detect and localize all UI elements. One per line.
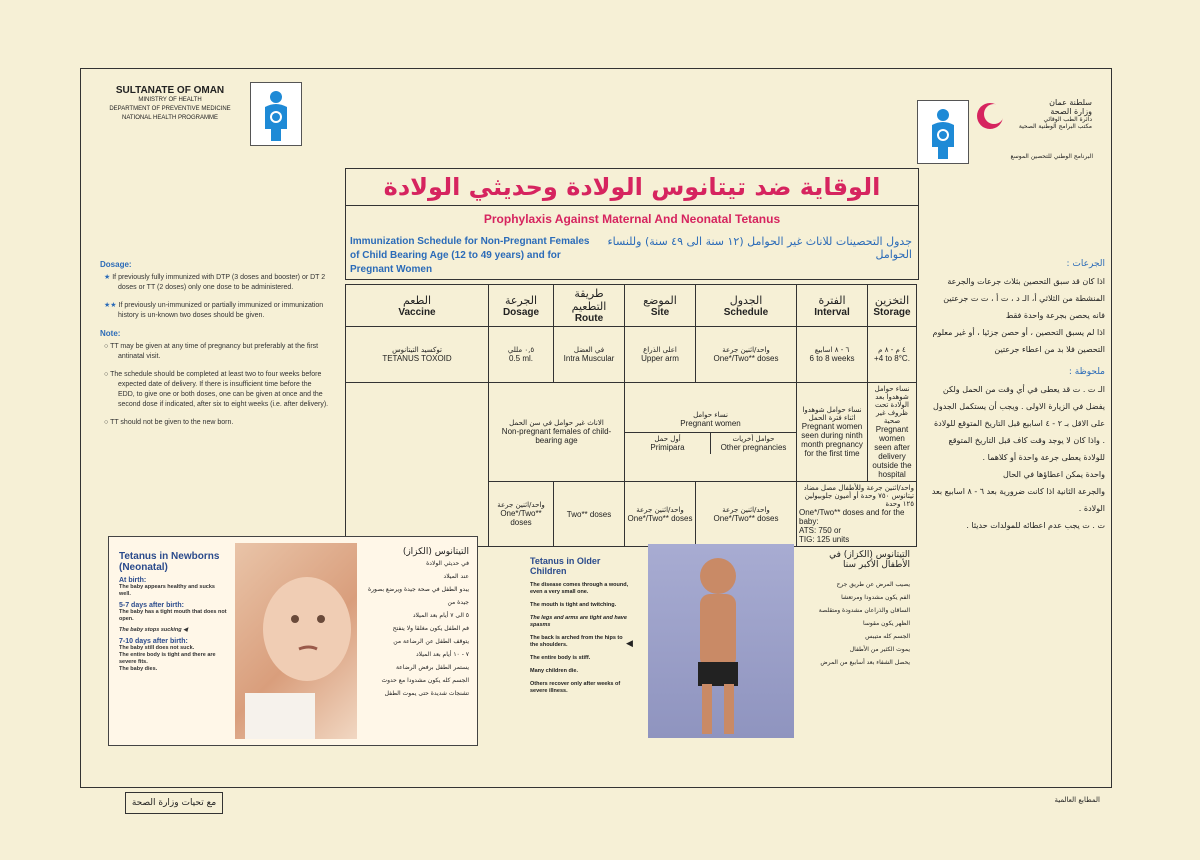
neonatal-arabic: [361, 547, 469, 700]
neonatal-ar-title: التيتانوس (الكزاز): [402, 547, 469, 557]
d710-label: 7-10 days after birth:: [119, 638, 188, 645]
header-right: [1000, 98, 1092, 130]
dosage-label: Dosage:: [100, 260, 132, 269]
table-row: [346, 383, 917, 482]
epi-ar: البرنامج الوطني للتحصين الموسع: [1010, 153, 1093, 160]
arrow-left-icon: ◀: [626, 638, 633, 648]
header-storage: التخزين Storage: [868, 285, 917, 327]
stops-sucking: The baby stops sucking ◀: [119, 627, 188, 633]
dosage-note-1: ★ If previously fully immunized with DTP (3 doses and booster) or DT 2 doses or TT (2 doses) only one dose to be administered.: [104, 274, 326, 291]
cell-non-pregnant: الاناث غير حوامل في سن الحمل Non-pregnant females of child-bearing age: [489, 383, 625, 482]
older-line: The legs and arms are tight and have spasms: [530, 615, 627, 628]
older-arabic: [806, 550, 910, 669]
neonatal-ar-line: يستمر الطفل برفض الرضاعة: [395, 664, 469, 671]
cell-ninth-month: نساء حوامل شوهدوا اثناء فترة الحمل Pregnant women seen during ninth month pregnancy for the first time: [797, 383, 868, 482]
schedule-table: [345, 284, 917, 547]
header-route: طريقة التطعيم Route: [554, 285, 625, 327]
sultanate-title: SULTANATE OF OMAN: [115, 85, 225, 96]
cell-dose-after: واحد/اثنين جرعة وللأطفال مصل مضاد تيتانوس ٧٥٠ وحدة أو أميون جلوبيولين ١٢٥ وحدة One*/Two** doses and for the baby: ATS: 750 or TIG: 125 units: [797, 482, 917, 547]
older-ar-line: الجسم كله متيبس: [865, 633, 910, 640]
older-child-photo: [648, 544, 794, 738]
mother-child-logo-icon: [250, 82, 302, 146]
cell-other-pregnancies: حوامل أخريات Other pregnancies: [720, 434, 787, 452]
cell-dose-ninth: واحد/اثنين جرعة One*/Two** doses: [696, 482, 797, 547]
cell-interval: ٦ - ٨ اسابيع 6 to 8 weeks: [797, 327, 868, 383]
older-ar-line: يموت الكثير من الأطفال: [849, 646, 910, 653]
neonatal-ar-sub: في حديثي الولادة: [426, 560, 469, 567]
title-arabic: الوقاية ضد تيتانوس الولادة وحديثي الولادة: [383, 173, 881, 201]
note-3: ○ TT should not be given to the new born.: [104, 419, 234, 426]
header-site: الموضع Site: [625, 285, 696, 327]
cell-primipara: أول حمل Primipara: [625, 433, 711, 454]
older-line: Many children die.: [530, 668, 578, 674]
note-ar-2: واحدة يمكن اعطاؤها في الحال: [1002, 470, 1105, 479]
cell-dose-primipara: Two** doses: [554, 482, 625, 547]
note-1: ○ TT may be given at any time of pregnancy but preferably at the first antinatal visit.: [104, 343, 319, 360]
table-header-row: [346, 285, 917, 327]
office-ar: مكتب البرامج الوطنية الصحية: [1018, 123, 1092, 130]
at-birth-label: At birth:: [119, 577, 147, 584]
header-left: [100, 85, 240, 123]
older-ar-line: الفم يكون مشدودا ومرتعشا: [841, 594, 910, 601]
department-ar: دائرة الطب الوقائي: [1043, 116, 1092, 123]
circle-bullet-icon: ○: [104, 343, 109, 350]
neonatal-ar-line: يتوقف الطفل عن الرضاعة من: [393, 638, 469, 645]
neonatal-ar-line: فم الطفل يكون مغلقا ولا ينفتح: [392, 625, 469, 632]
older-line: The disease comes through a wound, even a very small one.: [530, 582, 629, 595]
older-line: The mouth is tight and twitching.: [530, 602, 617, 608]
circle-bullet-icon: ○: [104, 371, 109, 378]
d57-text: The baby has a tight mouth that does not open.: [119, 609, 227, 622]
schedule-heading-en: Immunization Schedule for Non-Pregnant Females of Child Bearing Age (12 to 49 years) and for Pregnant Women: [350, 236, 590, 275]
cell-site: اعلى الذراع Upper arm: [625, 327, 696, 383]
circle-bullet-icon: ○: [104, 419, 109, 426]
note-ar-1: الـ ت . ت قد يعطى في أي وقت من الحمل ولكن يفضل في الزيارة الاولى . ويجب أن يستكمل الجدول على الاقل بـ ٢ - ٤ اسابيع قبل التاريخ المتوقع للولادة . واذا كان لا يوجد وقت كاف قبل التاريخ المتوقع للولادة يعطى جرعة واحدة أو كلاهما .: [933, 385, 1105, 462]
header-interval: الفترة Interval: [797, 285, 868, 327]
mother-child-logo-right-icon: [917, 100, 969, 164]
newborn-photo: [235, 543, 357, 739]
cell-storage: ٤ م - ٨ م +4 to 8°C.: [868, 327, 917, 383]
header-schedule: الجدول Schedule: [696, 285, 797, 327]
cell-pregnant: نساء حوامل Pregnant women أول حمل Primipara حوامل أخريات Other pregnancies: [625, 383, 797, 482]
d57-label: 5-7 days after birth:: [119, 602, 184, 609]
neonatal-title: Tetanus in Newborns (Neonatal): [119, 551, 220, 573]
older-ar-line: الساقان والذراعان مشدودة ومتقلصة: [818, 607, 910, 614]
dosage-ar-1: اذا كان قد سبق التحصين بثلاث جرعات والجرعة المنشطة من الثلاثي أ، الـ د ، ت أ ، ت ت جرعتين فانه يحصن بجرعة واحدة فقط: [943, 277, 1105, 320]
double-star-icon: ★★: [104, 302, 117, 309]
cell-dosage: ٠,٥ مللي 0.5 ml.: [489, 327, 554, 383]
note-label-ar: ملحوظة :: [1068, 367, 1105, 377]
older-text: [530, 556, 632, 695]
header-vaccine: الطعم Vaccine: [346, 285, 489, 327]
note-2: ○ The schedule should be completed at least two to four weeks before expected date of delivery. If there is insufficient time before the EDD, to give one or both doses, one can be given at once and the second dose if indicated, after six to eight weeks (i.e. after delivery).: [104, 371, 329, 408]
neonatal-ar-line: يبدو الطفل في صحة جيدة ويرضع بصورة جيدة من: [367, 586, 469, 606]
older-ar-line: يحصل الشفاء بعد أسابيع من المرض: [820, 659, 910, 666]
programme-line: NATIONAL HEALTH PROGRAMME: [122, 115, 218, 121]
cell-schedule: واحد/اثنين جرعة One*/Two** doses: [696, 327, 797, 383]
sultanate-ar: سلطنة عمان: [1049, 98, 1092, 107]
older-ar-line: الظهر يكون مقوسا: [862, 620, 910, 627]
dosage-note-2: ★★ If previously un-immunized or partially immunized or immunization history is un-known two doses should be given.: [104, 302, 324, 319]
older-title: Tetanus in Older Children: [530, 556, 601, 576]
neonatal-ar-line: ٧ - ١٠ أيام بعد الميلاد: [415, 651, 469, 658]
d710-text-1: The baby still does not suck.: [119, 645, 195, 651]
older-ar-title: التيتانوس (الكزاز) في الأطفال الأكبر سنا: [829, 550, 910, 570]
schedule-heading-ar: جدول التحصينات للاناث غير الحوامل (١٢ سنة الى ٤٩ سنة) وللنساء الحوامل: [607, 235, 912, 261]
older-line: The entire body is stiff.: [530, 655, 591, 661]
department-line: DEPARTMENT OF PREVENTIVE MEDICINE: [109, 106, 231, 112]
arrow-left-icon: ◀: [183, 627, 188, 633]
neonatal-ar-line: عند الميلاد: [443, 573, 469, 580]
older-line: The back is arched from the hips to the shoulders.: [530, 635, 623, 648]
title-english: Prophylaxis Against Maternal And Neonatal Tetanus: [346, 205, 918, 226]
older-line: Others recover only after weeks of severe illness.: [530, 681, 621, 694]
older-ar-line: يصيب المرض عن طريق جرح: [836, 581, 910, 588]
note-ar-4: ت . ت يجب عدم اعطائه للمولدات حديثا .: [966, 521, 1105, 530]
note-label: Note:: [100, 329, 121, 338]
ministry-line: MINISTRY OF HEALTH: [138, 97, 202, 103]
footer-ministry-stamp: مع تحيات وزارة الصحة: [125, 792, 223, 814]
footer-printer: المطابع العالمية: [1054, 796, 1100, 804]
d710-text-3: The baby dies.: [119, 666, 158, 672]
at-birth-text: The baby appears healthy and sucks well.: [119, 584, 215, 597]
dosage-label-ar: الجرعات :: [1066, 259, 1105, 269]
cell-vaccine: توكسيد التيتانوس TETANUS TOXOID: [346, 327, 489, 383]
cell-dose-other: واحد/اثنين جرعة One*/Two** doses: [625, 482, 696, 547]
table-row: [346, 327, 917, 383]
right-notes: [930, 256, 1105, 534]
header-dosage: الجرعة Dosage: [489, 285, 554, 327]
note-ar-3: والجرعة الثانية اذا كانت ضرورية بعد ٦ - ٨ اسابيع بعد الولادة .: [931, 487, 1105, 513]
dosage-ar-2: اذا لم يسبق التحصين ، أو حصن جزئيا ، أو غير معلوم التحصين فلا بد من اعطاء جرعتين: [932, 328, 1105, 354]
star-icon: ★: [104, 274, 111, 281]
neonatal-text: [119, 551, 227, 673]
d710-text-2: The entire body is tight and there are severe fits.: [119, 652, 216, 665]
cell-after-delivery: نساء حوامل شوهدوا بعد الولادة تحت ظروف غير صحية Pregnant women seen after delivery outside the hospital: [868, 383, 917, 482]
cell-dose-non-pregnant: واحد/اثنين جرعة One*/Two** doses: [489, 482, 554, 547]
cell-blank: [346, 383, 489, 547]
ministry-ar: وزارة الصحة: [1050, 107, 1092, 116]
neonatal-ar-line: الجسم كله يكون مشدودا مع حدوث تشنجات شديدة حتى يموت الطفل: [381, 677, 469, 697]
neonatal-panel: [108, 536, 478, 746]
neonatal-ar-line: ٥ الى ٧ أيام بعد الميلاد: [412, 612, 469, 619]
cell-route: في العضل Intra Muscular: [554, 327, 625, 383]
left-notes: [100, 256, 330, 436]
